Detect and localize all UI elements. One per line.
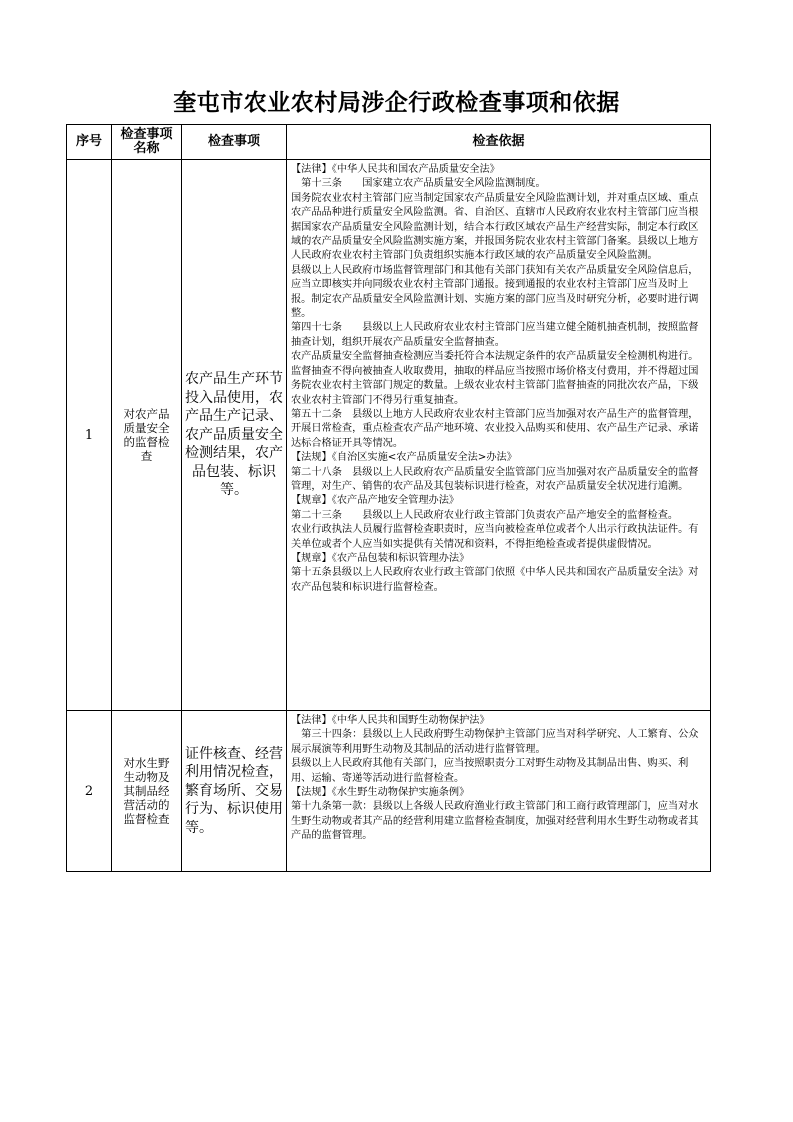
basis-line: 第十五条县级以上人民政府农业行政主管部门依照《中华人民共和国农产品质量安全法》对农产品包装和标识进行监督检查。 — [291, 567, 699, 593]
basis-line: 第十九条第一款：县级以上各级人民政府渔业行政主管部门和工商行政管理部门，应当对水生野生动物或者其产品的经营利用建立监督检查制度，加强对经营利用水生野生动物或者其产品的监督管理。 — [291, 801, 699, 842]
row-basis — [287, 160, 711, 711]
basis-line: 第二十八条 县级以上人民政府农产品质量安全监管部门应当加强对农产品质量安全的监督管理，对生产、销售的农产品及其包装标识进行检查，对农产品质量安全状况进行追溯。 — [291, 466, 699, 492]
row-basis — [287, 711, 711, 872]
row-item: 农产品生产环节投入品使用，农产品生产记录、农产品质量安全检测结果，农产品包装、标识等。 — [182, 160, 287, 711]
basis-line: 县级以上人民政府市场监督管理部门和其他有关部门获知有关农产品质量安全风险信息后，应当立即核实并向同级农业农村主管部门通报。接到通报的农业农村主管部门应当及时上报。制定农产品质量安全风险监测计划、实施方案的部门应当及时研究分析，必要时进行调整。 — [291, 264, 699, 320]
basis-line: 第五十二条 县级以上地方人民政府农业农村主管部门应当加强对农产品生产的监督管理，开展日常检查，重点检查农产品产地环境、农业投入品购买和使用、农产品生产记录、承诺达标合格证开具等情况。 — [291, 408, 699, 449]
row-name: 对水生野生动物及其制品经营活动的监督检查 — [112, 711, 182, 872]
basis-line: 【规章】《农产品产地安全管理办法》 — [291, 495, 460, 507]
basis-line: 国务院农业农村主管部门应当制定国家农产品质量安全风险监测计划，并对重点区域、重点农产品品种进行质量安全风险监测。省、自治区、直辖市人民政府农业农村主管部门应当根据国家农产品质量安全风险监测计划，结合本行政区域农产品生产经营实际，制定本行政区域的农产品质量安全风险监测实施方案，并报国务院农业农村主管部门备案。县级以上地方人民政府农业农村主管部门负责组织实施本行政区域的农产品质量安全风险监测。 — [291, 192, 699, 262]
inspection-table — [66, 124, 711, 872]
basis-line: 【法律】《中华人民共和国野生动物保护法》 — [291, 715, 490, 726]
basis-line: 第二十三条 县级以上人民政府农业行政主管部门负责农产品产地安全的监督检查。 — [291, 509, 679, 521]
header-name: 检查事项名称 — [112, 125, 182, 160]
basis-line: 农业行政执法人员履行监督检查职责时，应当向被检查单位或者个人出示行政执法证件。有关单位或者个人应当如实提供有关情况和资料，不得拒绝检查或者提供虚假情况。 — [291, 524, 699, 550]
basis-line: 第十三条 国家建立农产品质量安全风险监测制度。 — [291, 178, 546, 190]
header-item: 检查事项 — [182, 125, 287, 160]
table-row — [67, 160, 711, 711]
row-item: 证件核查、经营利用情况检查，繁育场所、交易行为、标识使用等。 — [182, 711, 287, 872]
row-name: 对农产品质量安全的监督检查 — [112, 160, 182, 711]
row-num: 1 — [67, 160, 112, 711]
basis-line: 第三十四条：县级以上人民政府野生动物保护主管部门应当对科学研究、人工繁育、公众展示展演等利用野生动物及其制品的活动进行监督管理。 — [291, 729, 699, 755]
basis-line: 【法规】《自治区实施<农产品质量安全法>办法》 — [291, 452, 517, 464]
row-num: 2 — [67, 711, 112, 872]
basis-line: 【规章】《农产品包装和标识管理办法》 — [291, 552, 470, 564]
basis-line: 【法律】《中华人民共和国农产品质量安全法》 — [291, 164, 500, 175]
page-title: 奎屯市农业农村局涉企行政检查事项和依据 — [173, 90, 620, 116]
header-basis: 检查依据 — [287, 125, 711, 160]
basis-line: 【法规】《水生野生动物保护实施条例》 — [291, 787, 470, 799]
basis-line: 第四十七条 县级以上人民政府农业农村主管部门应当建立健全随机抽查机制，按照监督抽查计划，组织开展农产品质量安全监督抽查。 — [291, 322, 699, 348]
header-num: 序号 — [67, 125, 112, 160]
table-header-row — [67, 125, 711, 160]
basis-line: 县级以上人民政府其他有关部门，应当按照职责分工对野生动物及其制品出售、购买、利用、运输、寄递等活动进行监督检查。 — [291, 758, 689, 784]
table-row — [67, 711, 711, 872]
basis-line: 农产品质量安全监督抽查检测应当委托符合本法规定条件的农产品质量安全检测机构进行。监督抽查不得向被抽查人收取费用，抽取的样品应当按照市场价格支付费用，并不得超过国务院农业农村主管部门规定的数量。上级农业农村主管部门监督抽查的同批次农产品，下级农业农村主管部门不得另行重复抽查。 — [291, 351, 699, 406]
